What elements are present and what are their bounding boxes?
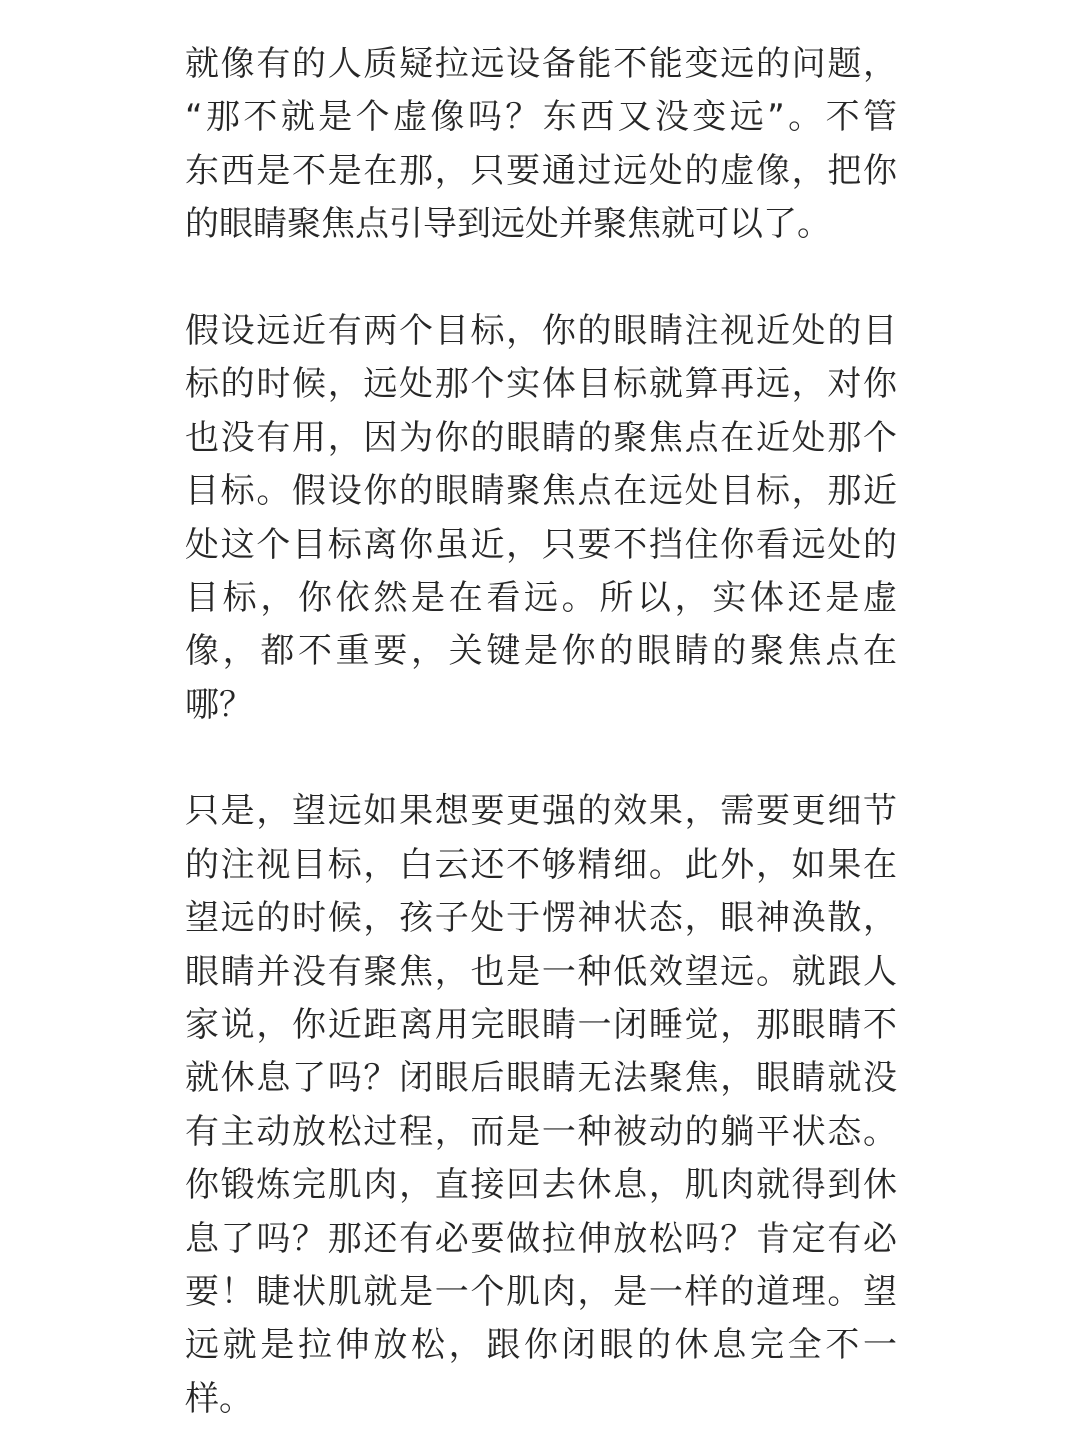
- text-line: 你锻炼完肌肉，直接回去休息，肌肉就得到休: [185, 1165, 897, 1206]
- text-line: 样。: [185, 1378, 253, 1419]
- text-line: 要！睫状肌就是一个肌肉，是一样的道理。望: [185, 1271, 897, 1312]
- text-line: 目标，你依然是在看远。所以，实体还是虚: [185, 577, 897, 618]
- text-line: 眼睛并没有聚焦，也是一种低效望远。就跟人: [185, 951, 897, 992]
- text-line: 像，都不重要，关键是你的眼睛的聚焦点在: [185, 631, 897, 672]
- text-line: 望远的时候，孩子处于愣神状态，眼神涣散，: [185, 898, 897, 939]
- paragraph-1: [185, 38, 897, 252]
- text-line: 就像有的人质疑拉远设备能不能变远的问题，: [185, 44, 897, 84]
- text-line: 的注视目标，白云还不够精细。此外，如果在: [185, 844, 897, 885]
- text-line: 就休息了吗？闭眼后眼睛无法聚焦，眼睛就没: [185, 1058, 897, 1099]
- paragraph-2: [185, 305, 897, 732]
- paragraph-3: [185, 785, 897, 1426]
- article-body: [185, 38, 897, 1426]
- text-line: 息了吗？那还有必要做拉伸放松吗？肯定有必: [185, 1218, 897, 1259]
- text-line: 东西是不是在那，只要通过远处的虚像，把你: [185, 150, 897, 191]
- text-line: 也没有用，因为你的眼睛的聚焦点在近处那个: [185, 417, 897, 458]
- text-line: 假设远近有两个目标，你的眼睛注视近处的目: [185, 310, 897, 351]
- text-line: 的眼睛聚焦点引导到远处并聚焦就可以了。: [185, 204, 831, 245]
- text-line: 目标。假设你的眼睛聚焦点在远处目标，那近: [185, 471, 897, 512]
- text-line: 家说，你近距离用完眼睛一闭睡觉，那眼睛不: [185, 1005, 897, 1046]
- text-line: 只是，望远如果想要更强的效果，需要更细节: [185, 791, 897, 832]
- text-line: 哪？: [185, 684, 253, 725]
- text-line: “那不就是个虚像吗？东西又没变远”。不管: [185, 97, 897, 138]
- text-line: 有主动放松过程，而是一种被动的躺平状态。: [185, 1111, 897, 1152]
- text-line: 标的时候，远处那个实体目标就算再远，对你: [185, 364, 897, 405]
- text-line: 处这个目标离你虽近，只要不挡住你看远处的: [185, 524, 897, 565]
- text-line: 远就是拉伸放松，跟你闭眼的休息完全不一: [185, 1325, 897, 1366]
